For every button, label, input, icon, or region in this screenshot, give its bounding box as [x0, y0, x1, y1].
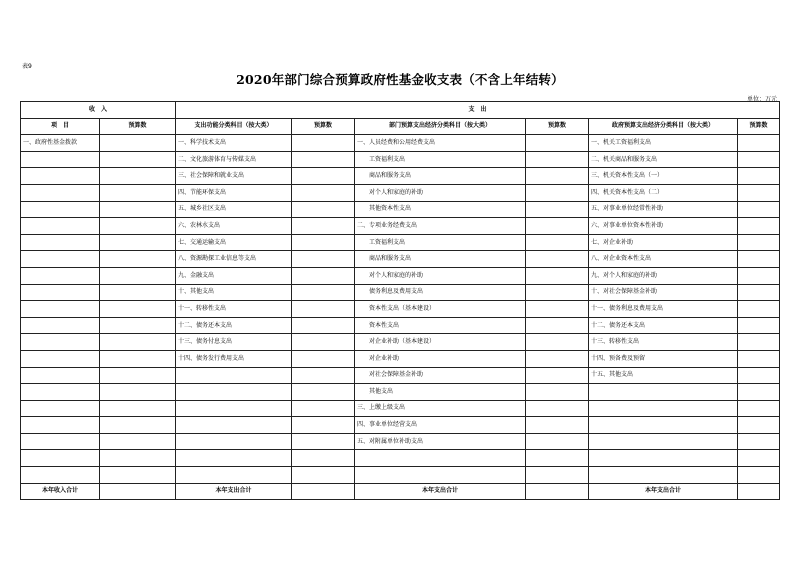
function-item-cell: 九、金融支出	[176, 267, 292, 284]
income-budget-cell	[100, 151, 176, 168]
dept-economic-budget-cell	[526, 251, 589, 268]
header-dept-economic-category: 部门预算支出经济分类科目（按大类）	[355, 118, 526, 135]
dept-economic-item-cell: 二、专项业务经费支出	[355, 218, 526, 235]
dept-economic-item-cell: 资本性支出（基本建设）	[355, 301, 526, 318]
dept-economic-budget-cell	[526, 234, 589, 251]
function-item-cell: 六、农林水支出	[176, 218, 292, 235]
function-item-cell: 十、其他支出	[176, 284, 292, 301]
function-budget-cell	[292, 184, 355, 201]
gov-economic-item-cell: 九、对个人和家庭的补助	[589, 267, 738, 284]
function-item-cell	[176, 384, 292, 401]
function-budget-cell	[292, 450, 355, 467]
gov-economic-budget-cell	[738, 218, 780, 235]
header-item: 项 目	[21, 118, 100, 135]
function-item-cell: 二、文化旅游体育与传媒支出	[176, 151, 292, 168]
func-total-value	[292, 483, 355, 500]
gov-economic-budget-cell	[738, 317, 780, 334]
gov-economic-item-cell: 三、机关资本性支出（一）	[589, 168, 738, 185]
dept-economic-item-cell	[355, 467, 526, 484]
table-row	[21, 151, 780, 168]
function-budget-cell	[292, 317, 355, 334]
gov-economic-budget-cell	[738, 450, 780, 467]
gov-economic-budget-cell	[738, 384, 780, 401]
dept-economic-budget-cell	[526, 267, 589, 284]
function-item-cell	[176, 433, 292, 450]
gov-economic-item-cell: 六、对事业单位资本性补助	[589, 218, 738, 235]
function-item-cell: 四、节能环保支出	[176, 184, 292, 201]
budget-table	[20, 101, 780, 500]
table-row	[21, 267, 780, 284]
income-budget-cell	[100, 367, 176, 384]
table-row	[21, 433, 780, 450]
income-item-cell	[21, 301, 100, 318]
gov-economic-item-cell: 二、机关商品和服务支出	[589, 151, 738, 168]
function-item-cell: 八、资源勘探工业信息等支出	[176, 251, 292, 268]
gov-economic-item-cell	[589, 467, 738, 484]
gov-total-value	[738, 483, 780, 500]
function-item-cell	[176, 450, 292, 467]
dept-total-label: 本年支出合计	[355, 483, 526, 500]
function-item-cell: 一、科学技术支出	[176, 135, 292, 152]
income-item-cell	[21, 218, 100, 235]
dept-economic-budget-cell	[526, 284, 589, 301]
unit-label: 单位：万元	[746, 96, 777, 103]
dept-economic-item-cell: 对社会保障基金补助	[355, 367, 526, 384]
gov-economic-item-cell	[589, 400, 738, 417]
table-row	[21, 384, 780, 401]
gov-economic-budget-cell	[738, 168, 780, 185]
dept-economic-item-cell	[355, 450, 526, 467]
function-item-cell: 五、城乡社区支出	[176, 201, 292, 218]
income-item-cell	[21, 400, 100, 417]
table-row	[21, 317, 780, 334]
gov-economic-budget-cell	[738, 184, 780, 201]
income-budget-cell	[100, 184, 176, 201]
dept-economic-item-cell: 四、事业单位经营支出	[355, 417, 526, 434]
table-row	[21, 218, 780, 235]
dept-economic-budget-cell	[526, 384, 589, 401]
income-budget-cell	[100, 334, 176, 351]
function-item-cell	[176, 467, 292, 484]
table-row	[21, 367, 780, 384]
table-row	[21, 350, 780, 367]
function-budget-cell	[292, 168, 355, 185]
table-row	[21, 251, 780, 268]
income-budget-cell	[100, 267, 176, 284]
income-item-cell	[21, 433, 100, 450]
dept-total-value	[526, 483, 589, 500]
income-budget-cell	[100, 251, 176, 268]
income-budget-cell	[100, 168, 176, 185]
gov-economic-budget-cell	[738, 433, 780, 450]
document-title: 2020年部门综合预算政府性基金收支表（不含上年结转）	[236, 72, 564, 87]
header-function-category: 支出功能分类科目（按大类）	[176, 118, 292, 135]
income-budget-cell	[100, 234, 176, 251]
column-header-row	[21, 118, 780, 135]
dept-economic-budget-cell	[526, 218, 589, 235]
dept-economic-budget-cell	[526, 168, 589, 185]
gov-economic-budget-cell	[738, 301, 780, 318]
function-budget-cell	[292, 251, 355, 268]
gov-economic-item-cell	[589, 433, 738, 450]
gov-economic-budget-cell	[738, 251, 780, 268]
dept-economic-budget-cell	[526, 201, 589, 218]
dept-economic-budget-cell	[526, 350, 589, 367]
function-item-cell: 十四、债务发行费用支出	[176, 350, 292, 367]
function-item-cell	[176, 417, 292, 434]
income-item-cell	[21, 234, 100, 251]
table-row	[21, 201, 780, 218]
dept-economic-item-cell: 其他资本性支出	[355, 201, 526, 218]
income-budget-cell	[100, 384, 176, 401]
dept-economic-item-cell: 工资福利支出	[355, 234, 526, 251]
function-budget-cell	[292, 367, 355, 384]
income-budget-cell	[100, 218, 176, 235]
dept-economic-item-cell: 对企业补助	[355, 350, 526, 367]
income-item-cell	[21, 317, 100, 334]
income-budget-cell	[100, 301, 176, 318]
income-section-header: 收 入	[21, 102, 176, 119]
function-budget-cell	[292, 218, 355, 235]
dept-economic-item-cell: 三、上缴上级支出	[355, 400, 526, 417]
income-total-label: 本年收入合计	[21, 483, 100, 500]
header-budget: 预算数	[738, 118, 780, 135]
table-row	[21, 467, 780, 484]
income-budget-cell	[100, 350, 176, 367]
function-budget-cell	[292, 301, 355, 318]
income-item-cell	[21, 201, 100, 218]
income-item-cell	[21, 267, 100, 284]
dept-economic-budget-cell	[526, 184, 589, 201]
table-row	[21, 301, 780, 318]
table-row	[21, 234, 780, 251]
income-total-value	[100, 483, 176, 500]
income-item-cell: 一、政府性基金拨款	[21, 135, 100, 152]
function-budget-cell	[292, 384, 355, 401]
gov-economic-item-cell: 十、对社会保障基金补助	[589, 284, 738, 301]
totals-row	[21, 483, 780, 500]
function-budget-cell	[292, 151, 355, 168]
dept-economic-item-cell: 工资福利支出	[355, 151, 526, 168]
header-gov-economic-category: 政府预算支出经济分类科目（按大类）	[589, 118, 738, 135]
income-budget-cell	[100, 135, 176, 152]
dept-economic-budget-cell	[526, 450, 589, 467]
table-number: 表9	[22, 63, 32, 70]
gov-economic-budget-cell	[738, 284, 780, 301]
gov-economic-item-cell: 八、对企业资本性支出	[589, 251, 738, 268]
income-item-cell	[21, 334, 100, 351]
gov-economic-budget-cell	[738, 350, 780, 367]
table-row	[21, 400, 780, 417]
function-budget-cell	[292, 400, 355, 417]
gov-economic-item-cell: 十五、其他支出	[589, 367, 738, 384]
dept-economic-item-cell: 债务利息及费用支出	[355, 284, 526, 301]
function-budget-cell	[292, 234, 355, 251]
income-item-cell	[21, 467, 100, 484]
gov-economic-budget-cell	[738, 267, 780, 284]
gov-economic-budget-cell	[738, 201, 780, 218]
function-item-cell: 三、社会保障和就业支出	[176, 168, 292, 185]
section-header-row	[21, 102, 780, 119]
table-row	[21, 168, 780, 185]
gov-economic-item-cell: 十二、债务还本支出	[589, 317, 738, 334]
gov-economic-item-cell: 十一、债务利息及费用支出	[589, 301, 738, 318]
gov-economic-budget-cell	[738, 151, 780, 168]
income-item-cell	[21, 367, 100, 384]
income-item-cell	[21, 284, 100, 301]
income-item-cell	[21, 184, 100, 201]
table-row	[21, 417, 780, 434]
income-budget-cell	[100, 317, 176, 334]
gov-economic-item-cell: 十三、转移性支出	[589, 334, 738, 351]
gov-economic-item-cell	[589, 417, 738, 434]
gov-economic-item-cell: 四、机关资本性支出（二）	[589, 184, 738, 201]
function-budget-cell	[292, 284, 355, 301]
function-item-cell	[176, 367, 292, 384]
function-item-cell: 十一、转移性支出	[176, 301, 292, 318]
income-budget-cell	[100, 284, 176, 301]
table-row	[21, 284, 780, 301]
dept-economic-budget-cell	[526, 400, 589, 417]
gov-economic-budget-cell	[738, 135, 780, 152]
gov-economic-budget-cell	[738, 400, 780, 417]
function-item-cell: 十三、债务付息支出	[176, 334, 292, 351]
dept-economic-budget-cell	[526, 367, 589, 384]
income-budget-cell	[100, 400, 176, 417]
income-budget-cell	[100, 201, 176, 218]
gov-total-label: 本年支出合计	[589, 483, 738, 500]
dept-economic-item-cell: 资本性支出	[355, 317, 526, 334]
function-item-cell	[176, 400, 292, 417]
gov-economic-item-cell: 七、对企业补助	[589, 234, 738, 251]
dept-economic-budget-cell	[526, 334, 589, 351]
function-budget-cell	[292, 201, 355, 218]
function-budget-cell	[292, 417, 355, 434]
income-item-cell	[21, 151, 100, 168]
function-item-cell: 十二、债务还本支出	[176, 317, 292, 334]
dept-economic-item-cell: 对个人和家庭的补助	[355, 267, 526, 284]
gov-economic-budget-cell	[738, 234, 780, 251]
function-budget-cell	[292, 467, 355, 484]
expense-section-header: 支 出	[176, 102, 780, 119]
table-row	[21, 184, 780, 201]
function-item-cell: 七、交通运输支出	[176, 234, 292, 251]
dept-economic-budget-cell	[526, 151, 589, 168]
header-budget: 预算数	[292, 118, 355, 135]
function-budget-cell	[292, 433, 355, 450]
dept-economic-budget-cell	[526, 467, 589, 484]
income-item-cell	[21, 350, 100, 367]
dept-economic-item-cell: 一、人员经费和公用经费支出	[355, 135, 526, 152]
gov-economic-budget-cell	[738, 367, 780, 384]
table-row	[21, 334, 780, 351]
header-budget: 预算数	[526, 118, 589, 135]
dept-economic-item-cell: 对个人和家庭的补助	[355, 184, 526, 201]
income-budget-cell	[100, 433, 176, 450]
table-row	[21, 135, 780, 152]
dept-economic-budget-cell	[526, 301, 589, 318]
dept-economic-item-cell: 五、对附属单位补助支出	[355, 433, 526, 450]
dept-economic-item-cell: 商品和服务支出	[355, 168, 526, 185]
gov-economic-item-cell	[589, 450, 738, 467]
income-item-cell	[21, 384, 100, 401]
gov-economic-item-cell: 一、机关工资福利支出	[589, 135, 738, 152]
gov-economic-item-cell: 五、对事业单位经常性补助	[589, 201, 738, 218]
gov-economic-budget-cell	[738, 417, 780, 434]
dept-economic-budget-cell	[526, 135, 589, 152]
gov-economic-budget-cell	[738, 334, 780, 351]
function-budget-cell	[292, 267, 355, 284]
function-budget-cell	[292, 350, 355, 367]
income-item-cell	[21, 450, 100, 467]
dept-economic-item-cell: 商品和服务支出	[355, 251, 526, 268]
table-row	[21, 450, 780, 467]
gov-economic-item-cell	[589, 384, 738, 401]
income-item-cell	[21, 417, 100, 434]
dept-economic-budget-cell	[526, 433, 589, 450]
dept-economic-budget-cell	[526, 317, 589, 334]
header-budget: 预算数	[100, 118, 176, 135]
income-budget-cell	[100, 467, 176, 484]
income-budget-cell	[100, 450, 176, 467]
dept-economic-item-cell: 对企业补助（基本建设）	[355, 334, 526, 351]
function-budget-cell	[292, 334, 355, 351]
income-item-cell	[21, 168, 100, 185]
gov-economic-item-cell: 十四、预备费及预留	[589, 350, 738, 367]
dept-economic-item-cell: 其他支出	[355, 384, 526, 401]
income-item-cell	[21, 251, 100, 268]
dept-economic-budget-cell	[526, 417, 589, 434]
func-total-label: 本年支出合计	[176, 483, 292, 500]
function-budget-cell	[292, 135, 355, 152]
gov-economic-budget-cell	[738, 467, 780, 484]
income-budget-cell	[100, 417, 176, 434]
